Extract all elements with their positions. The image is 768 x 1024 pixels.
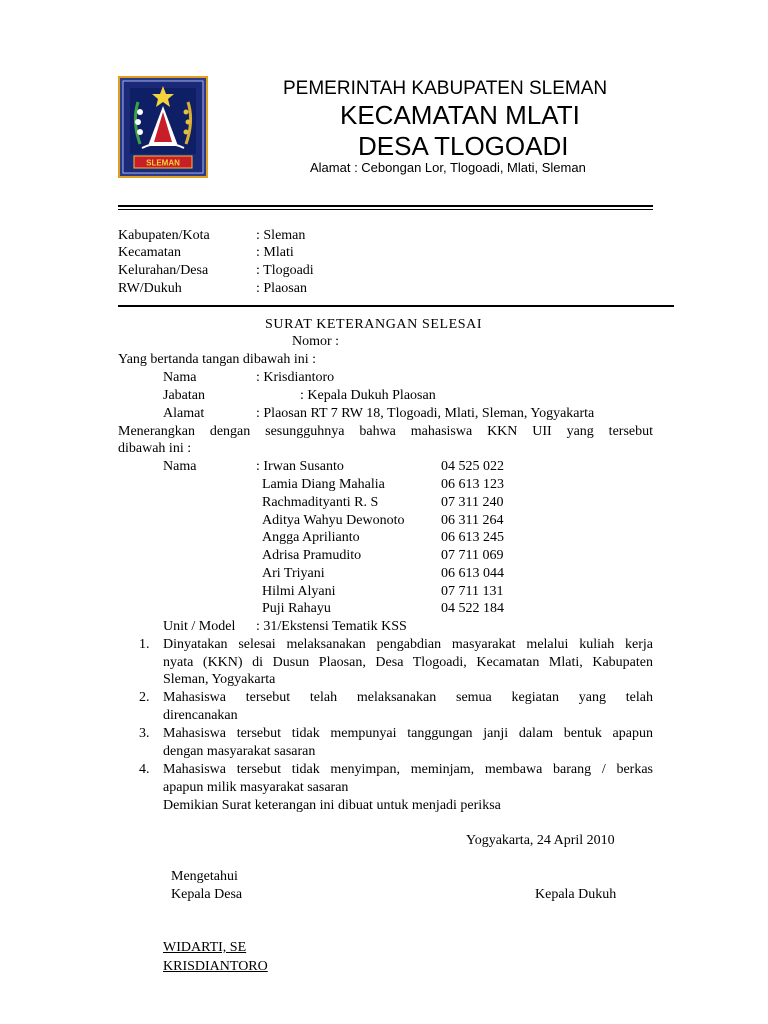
sleman-regency-emblem-logo	[118, 76, 208, 178]
item-line: direncanakan	[163, 708, 238, 723]
student-number: 06 311 264	[441, 513, 504, 528]
region-label: Kecamatan	[118, 245, 181, 260]
region-label: Kelurahan/Desa	[118, 263, 209, 278]
item-number: 2.	[139, 690, 150, 705]
student-name: Hilmi Alyani	[262, 584, 336, 599]
header-district-line: KECAMATAN MLATI	[340, 100, 580, 130]
kepala-dukuh-title: Kepala Dukuh	[535, 887, 617, 902]
item-number: 3.	[139, 726, 150, 741]
statement-line: Menerangkan dengan sesungguhnya bahwa mahasiswa KKN UII yang tersebut	[118, 424, 653, 439]
students-label: Nama	[163, 459, 197, 474]
student-name: Angga Aprilianto	[262, 530, 360, 545]
student-name: Puji Rahayu	[262, 601, 331, 616]
letter-intro: Yang bertanda tangan dibawah ini :	[118, 352, 317, 367]
section-divider	[118, 305, 674, 307]
item-line: Mahasiswa tersebut tidak menyimpan, meminjam, membawa barang / berkas	[163, 762, 653, 777]
item-line: nyata (KKN) di Dusun Plaosan, Desa Tlogoadi, Kecamatan Mlati, Kabupaten	[163, 655, 653, 670]
item-number: 4.	[139, 762, 150, 777]
letter-number: Nomor :	[292, 334, 340, 349]
signer-value: : Plaosan RT 7 RW 18, Tlogoadi, Mlati, Sleman, Yogyakarta	[256, 406, 595, 421]
logo-text: SLEMAN	[146, 158, 180, 168]
region-value: : Sleman	[256, 228, 306, 243]
region-value: : Tlogoadi	[256, 263, 314, 278]
letter-title: SURAT KETERANGAN SELESAI	[265, 317, 483, 332]
header-government-line: PEMERINTAH KABUPATEN SLEMAN	[283, 78, 608, 99]
signatory-name-right: KRISDIANTORO	[163, 959, 268, 974]
student-number: 06 613 044	[441, 566, 504, 581]
closing-statement: Demikian Surat keterangan ini dibuat untuk menjadi periksa	[163, 798, 501, 813]
signer-label: Alamat	[163, 406, 205, 421]
region-label: RW/Dukuh	[118, 281, 182, 296]
student-name: Ari Triyani	[262, 566, 325, 581]
region-value: : Plaosan	[256, 281, 307, 296]
header-double-rule-bottom	[118, 209, 653, 210]
header-address: Alamat : Cebongan Lor, Tlogoadi, Mlati, Sleman	[310, 160, 586, 175]
item-line: dengan masyarakat sasaran	[163, 744, 316, 759]
signer-value: : Kepala Dukuh Plaosan	[300, 388, 436, 403]
student-name: Aditya Wahyu Dewonoto	[262, 513, 405, 528]
student-number: 07 711 131	[441, 584, 504, 599]
item-line: apapun milik masyarakat sasaran	[163, 780, 349, 795]
item-line: Sleman, Yogyakarta	[163, 672, 276, 687]
student-name: : Irwan Susanto	[256, 459, 344, 474]
student-name: Rachmadityanti R. S	[262, 495, 379, 510]
student-name: Lamia Diang Mahalia	[262, 477, 385, 492]
student-name: Adrisa Pramudito	[262, 548, 362, 563]
student-number: 04 525 022	[441, 459, 504, 474]
unit-label: Unit / Model	[163, 619, 236, 634]
statement-line: dibawah ini :	[118, 441, 192, 456]
student-number: 07 311 240	[441, 495, 504, 510]
item-line: Mahasiswa tersebut telah melaksanakan semua kegiatan yang telah	[163, 690, 653, 705]
student-number: 04 522 184	[441, 601, 504, 616]
student-number: 06 613 123	[441, 477, 504, 492]
region-label: Kabupaten/Kota	[118, 228, 210, 243]
student-number: 07 711 069	[441, 548, 504, 563]
item-line: Dinyatakan selesai melaksanakan pengabdian masyarakat melalui kuliah kerja	[163, 637, 653, 652]
item-number: 1.	[139, 637, 150, 652]
header-village-line: DESA TLOGOADI	[358, 131, 569, 161]
region-value: : Mlati	[256, 245, 294, 260]
item-line: Mahasiswa tersebut tidak mempunyai tanggungan janji dalam bentuk apapun	[163, 726, 653, 741]
student-number: 06 613 245	[441, 530, 504, 545]
mengetahui-label: Mengetahui	[171, 869, 238, 884]
kepala-desa-title: Kepala Desa	[171, 887, 243, 902]
signer-value: : Krisdiantoro	[256, 370, 335, 385]
signatory-name-left: WIDARTI, SE	[163, 940, 247, 955]
signer-label: Nama	[163, 370, 197, 385]
signer-label: Jabatan	[163, 388, 205, 403]
place-date: Yogyakarta, 24 April 2010	[466, 833, 615, 848]
unit-value: : 31/Ekstensi Tematik KSS	[256, 619, 407, 634]
header-double-rule-top	[118, 205, 653, 207]
